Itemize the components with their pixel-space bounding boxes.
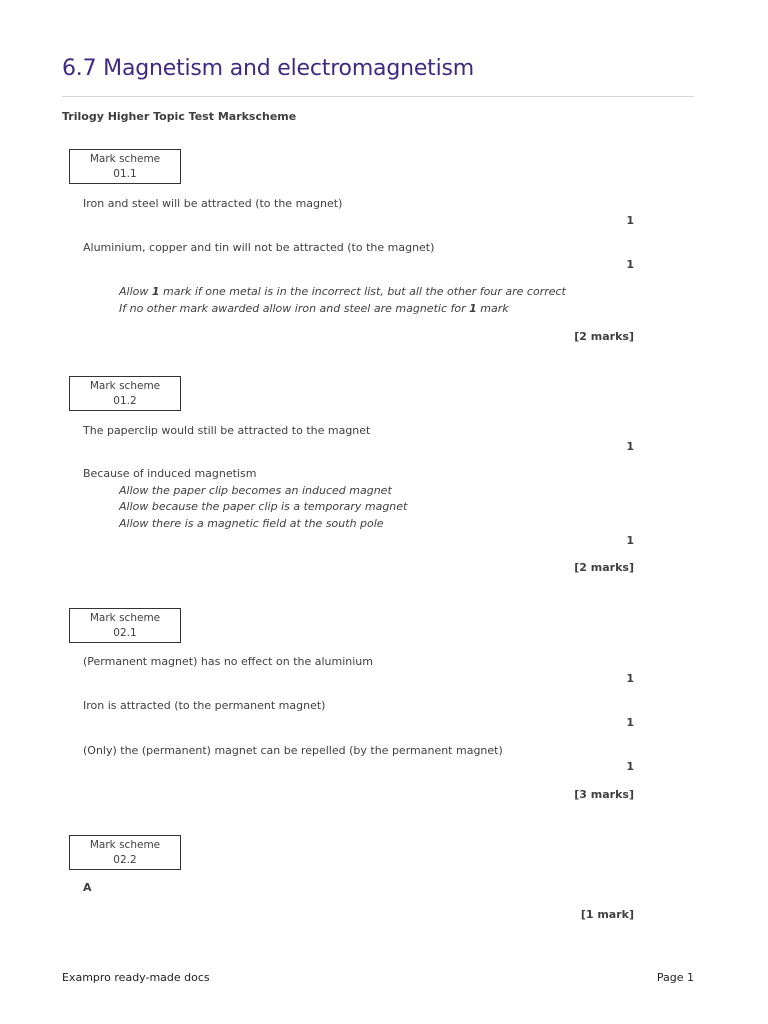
mark-value: 1: [626, 760, 634, 773]
answer-line: Because of induced magnetism: [83, 467, 257, 480]
mark-value: 1: [626, 534, 634, 547]
mark-scheme-label: Mark scheme: [89, 612, 161, 624]
page-number: Page 1: [656, 971, 694, 984]
answer-line: Iron is attracted (to the permanent magnet): [83, 699, 326, 712]
note-text: mark: [476, 302, 509, 315]
note-bold-mark: 1: [469, 302, 477, 315]
answer-line: Aluminium, copper and tin will not be attracted (to the magnet): [83, 241, 435, 254]
total-marks: [1 mark]: [580, 908, 634, 921]
mark-scheme-box-01-2: [69, 376, 181, 411]
question-number: 01.1: [113, 168, 137, 180]
guidance-note: Allow because the paper clip is a temporary magnet: [119, 500, 408, 513]
page-subtitle: Trilogy Higher Topic Test Markscheme: [62, 110, 297, 123]
answer-line: The paperclip would still be attracted to the magnet: [83, 424, 371, 437]
mark-value: 1: [626, 258, 634, 271]
mark-value: 1: [626, 716, 634, 729]
title-divider: [62, 96, 694, 97]
mark-scheme-label: Mark scheme: [89, 839, 161, 851]
total-marks: [2 marks]: [574, 561, 634, 574]
mark-scheme-label: Mark scheme: [89, 380, 161, 392]
question-number: 02.2: [113, 854, 137, 866]
mark-scheme-label: Mark scheme: [89, 153, 161, 165]
answer-line: (Permanent magnet) has no effect on the aluminium: [83, 655, 373, 668]
note-text: mark if one metal is in the incorrect list, but all the other four are correct: [159, 285, 566, 298]
total-marks: [2 marks]: [574, 330, 634, 343]
mark-value: 1: [626, 214, 634, 227]
guidance-note: [119, 285, 566, 298]
note-text: Allow: [119, 285, 152, 298]
mark-value: 1: [626, 672, 634, 685]
note-text: If no other mark awarded allow iron and steel are magnetic for: [119, 302, 470, 315]
total-marks: [3 marks]: [574, 788, 634, 801]
guidance-note: Allow the paper clip becomes an induced magnet: [119, 484, 392, 497]
mark-scheme-box-02-2: [69, 835, 181, 870]
note-bold-mark: 1: [151, 285, 160, 298]
answer-line: Iron and steel will be attracted (to the magnet): [83, 197, 343, 210]
question-number: 02.1: [113, 627, 137, 639]
mark-scheme-box-01-1: [69, 149, 181, 184]
guidance-note: [119, 302, 509, 315]
answer-line: A: [83, 881, 92, 894]
answer-line: (Only) the (permanent) magnet can be repelled (by the permanent magnet): [83, 744, 503, 757]
page-title: 6.7 Magnetism and electromagnetism: [62, 56, 475, 81]
mark-value: 1: [626, 440, 634, 453]
question-number: 01.2: [113, 395, 137, 407]
mark-scheme-box-02-1: [69, 608, 181, 643]
guidance-note: Allow there is a magnetic field at the south pole: [119, 517, 384, 530]
footer-source: Exampro ready-made docs: [62, 971, 210, 984]
